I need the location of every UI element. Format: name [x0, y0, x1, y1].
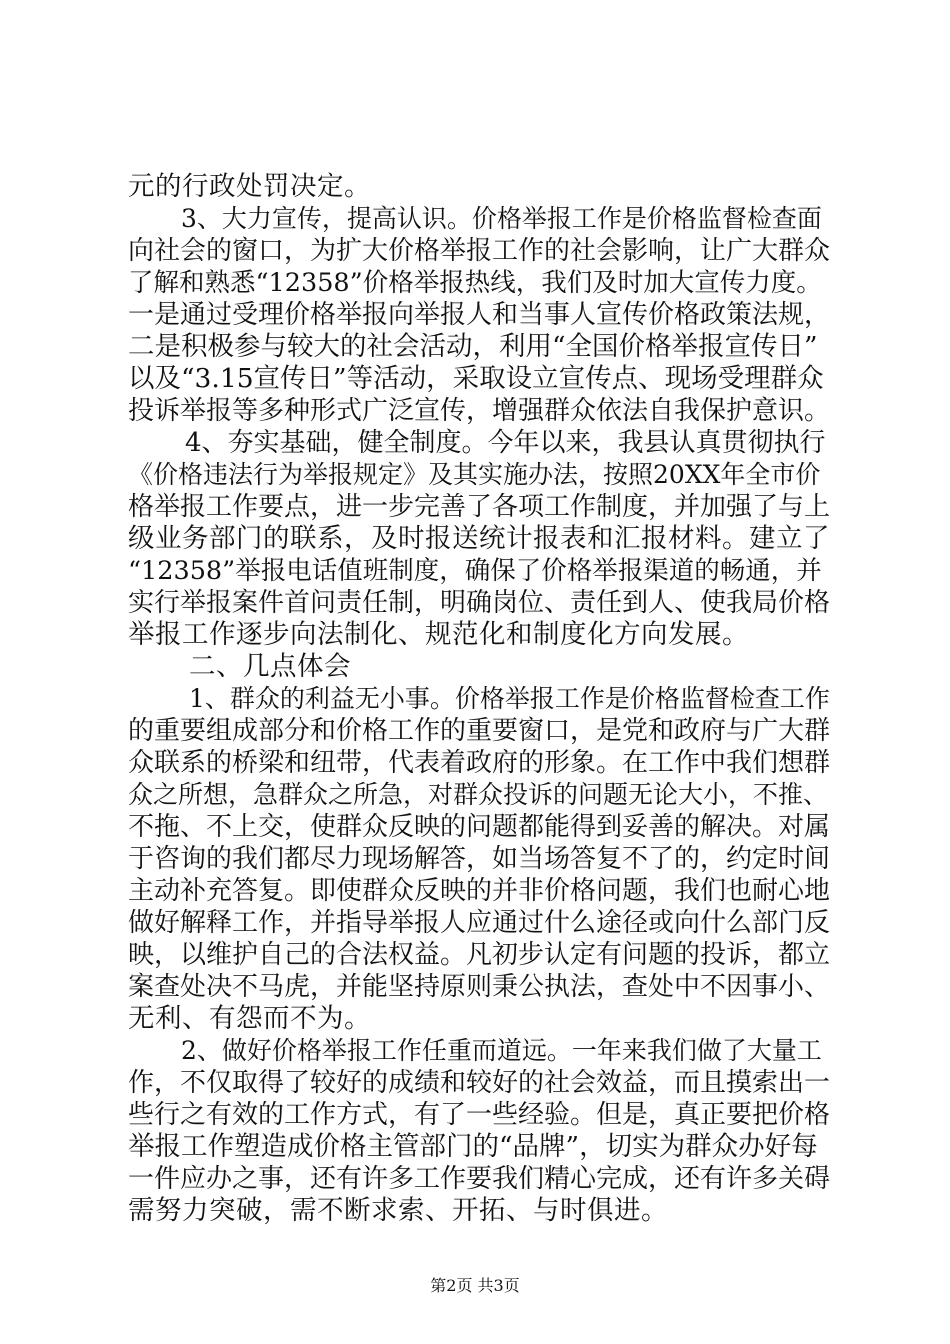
page-number-footer: 第2页 共3页 [430, 1276, 520, 1295]
text-line: 《价格违法行为举报规定》及其实施办法，按照20XX年全市价 [128, 460, 821, 489]
section-heading: 二、几点体会 [189, 651, 351, 682]
paragraph-heading-line: 4、夯实基础，健全制度。今年以来，我县认真贯彻执行 [185, 428, 826, 458]
text-line: 了解和熟悉“12358”价格举报热线，我们及时加大宣传力度。 [128, 268, 822, 298]
text-line: 主动补充答复。即使群众反映的并非价格问题，我们也耐心地 [128, 876, 831, 906]
text-line: 一是通过受理价格举报向举报人和当事人宣传价格政策法规， [128, 300, 831, 330]
paragraph-heading-line: 3、大力宣传，提高认识。价格举报工作是价格监督检查面 [181, 204, 822, 233]
paragraph-heading-line: 2、做好价格举报工作任重而道远。一年来我们做了大量工 [181, 1036, 822, 1065]
text-line: 二是积极参与较大的社会活动，利用“全国价格举报宣传日” [128, 331, 818, 362]
text-line: 作，不仅取得了较好的成绩和较好的社会效益，而且摸索出一 [128, 1068, 831, 1098]
text-line: 些行之有效的工作方式，有了一些经验。但是，真正要把价格 [128, 1100, 831, 1130]
text-line: 做好解释工作，并指导举报人应通过什么途径或向什么部门反 [128, 908, 831, 938]
text-line: 案查处决不马虎，并能坚持原则秉公执法，查处中不因事小、 [128, 972, 831, 1002]
text-line: 实行举报案件首问责任制，明确岗位、责任到人、使我局价格 [128, 588, 831, 618]
text-line: 于咨询的我们都尽力现场解答，如当场答复不了的，约定时间 [128, 844, 831, 874]
text-line: 级业务部门的联系，及时报送统计报表和汇报材料。建立了 [128, 523, 830, 554]
text-line: 以及“3.15宣传日”等活动，采取设立宣传点、现场受理群众 [128, 363, 824, 394]
text-line: 需努力突破，需不断求索、开拓、与时俱进。 [128, 1195, 668, 1226]
text-line: 不拖、不上交，使群众反映的问题都能得到妥善的解决。对属 [128, 812, 831, 842]
text-line: 众之所想，急群众之所急，对群众投诉的问题无论大小，不推、 [128, 780, 829, 809]
text-line: 举报工作逐步向法制化、规范化和制度化方向发展。 [128, 619, 749, 650]
text-line: 一件应办之事，还有许多工作要我们精心完成，还有许多关碍 [128, 1164, 831, 1194]
text-line: 格举报工作要点，进一步完善了各项工作制度，并加强了与上 [128, 492, 831, 522]
text-line: 元的行政处罚决定。 [128, 171, 371, 202]
text-line: 的重要组成部分和价格工作的重要窗口，是党和政府与广大群 [128, 716, 831, 746]
text-line: 众联系的桥梁和纽带，代表着政府的形象。在工作中我们想群 [128, 748, 831, 778]
text-line: “12358”举报电话值班制度，确保了价格举报渠道的畅通，并 [128, 556, 822, 586]
text-line: 映，以维护自己的合法权益。凡初步认定有问题的投诉，都立 [128, 940, 831, 970]
text-line: 无利、有怨而不为。 [128, 1003, 371, 1034]
paragraph-heading-line: 1、群众的利益无小事。价格举报工作是价格监督检查工作 [189, 684, 830, 713]
text-line: 向社会的窗口，为扩大价格举报工作的社会影响，让广大群众 [128, 236, 831, 266]
text-line: 举报工作塑造成价格主管部门的“品牌”，切实为群众办好每 [128, 1131, 818, 1162]
text-line: 投诉举报等多种形式广泛宣传，增强群众依法自我保护意识。 [128, 396, 831, 426]
